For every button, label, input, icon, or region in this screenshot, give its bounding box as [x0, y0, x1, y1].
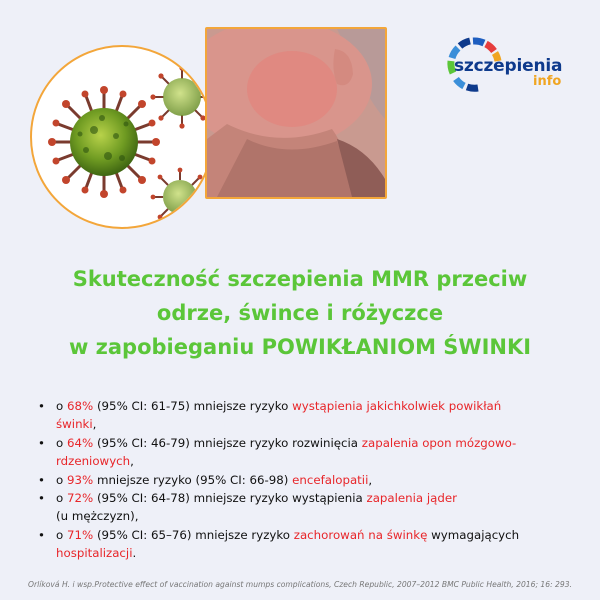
bullet-prefix: o [56, 527, 67, 542]
bullet-prefix: o [56, 491, 67, 506]
bullet-item [34, 471, 579, 489]
bullet-dot-icon: • [38, 491, 45, 506]
bullet-prefix: o [56, 399, 67, 413]
bullet-suffix: . [132, 546, 137, 561]
headline-line-3: w zapobieganiu POWIKŁANIOM ŚWINKI [68, 335, 532, 359]
mumps-photo-graphic [207, 29, 385, 197]
citation: Orlíková H. i wsp.Protective effect of vaccination against mumps complications, Czech Republic, 2007–2012 BMC Public Health, 2016; 16: 293. [28, 580, 572, 589]
bullet-prefix: o [56, 435, 67, 450]
bullet-percent: 71% [66, 527, 94, 542]
bullet-text-inline: wymagających [427, 527, 520, 542]
headline-line-2: odrze, śwince i różyczce [156, 301, 444, 325]
bullet-highlight: zapalenia opon mózgowo- [361, 435, 517, 450]
bullet-highlight: wystąpienia jakichkolwiek powikłań [292, 399, 502, 413]
bullet-prefix: o [56, 472, 67, 487]
bullet-highlight-cont: świnki [56, 417, 93, 432]
bullet-percent: 64% [66, 435, 94, 450]
bullet-dot-icon: • [38, 399, 45, 413]
bullet-highlight-cont: hospitalizacji [56, 546, 133, 561]
virus-illustration [30, 45, 214, 229]
logo-word-info: info [533, 74, 562, 89]
bullet-percent: 93% [66, 472, 94, 487]
logo-word-szczepienia: szczepienia [454, 56, 563, 76]
bullet-text: (95% CI: 46-79) mniejsze ryzyko rozwinięcia [93, 435, 362, 450]
bullet-text: mniejsze ryzyko (95% CI: 66-98) [93, 472, 293, 487]
bullet-list [34, 397, 579, 563]
headline-line-1: Skuteczność szczepienia MMR przeciw [72, 267, 528, 291]
szczepienia-info-logo[interactable] [444, 35, 574, 95]
bullet-item [34, 434, 579, 471]
bullet-percent: 68% [66, 399, 94, 413]
bullet-item [34, 489, 579, 526]
bullet-percent: 72% [66, 491, 94, 506]
bullet-suffix: , [92, 417, 97, 432]
headline [0, 262, 600, 364]
bullet-text: (95% CI: 61-75) mniejsze ryzyko [93, 399, 293, 413]
bullet-dot-icon: • [38, 527, 45, 542]
bullet-item [34, 526, 579, 563]
bullet-highlight-cont: rdzeniowych [56, 454, 131, 469]
bullet-continuation: (u mężczyzn), [56, 509, 139, 524]
bullet-text: (95% CI: 65–76) mniejsze ryzyko [93, 527, 294, 542]
bullet-item [34, 397, 579, 434]
bullet-highlight: zapalenia jąder [366, 491, 458, 506]
bullet-dot-icon: • [38, 435, 45, 450]
virus-graphic [32, 47, 212, 227]
bullet-highlight: zachorowań na świnkę [293, 527, 428, 542]
bullet-highlight: encefalopatii [292, 472, 369, 487]
bullet-text: (95% CI: 64-78) mniejsze ryzyko wystąpienia [93, 491, 367, 506]
bullet-suffix: , [130, 454, 134, 469]
mumps-photo [205, 27, 387, 199]
bullet-suffix: , [368, 472, 373, 487]
bullet-dot-icon: • [38, 472, 45, 487]
